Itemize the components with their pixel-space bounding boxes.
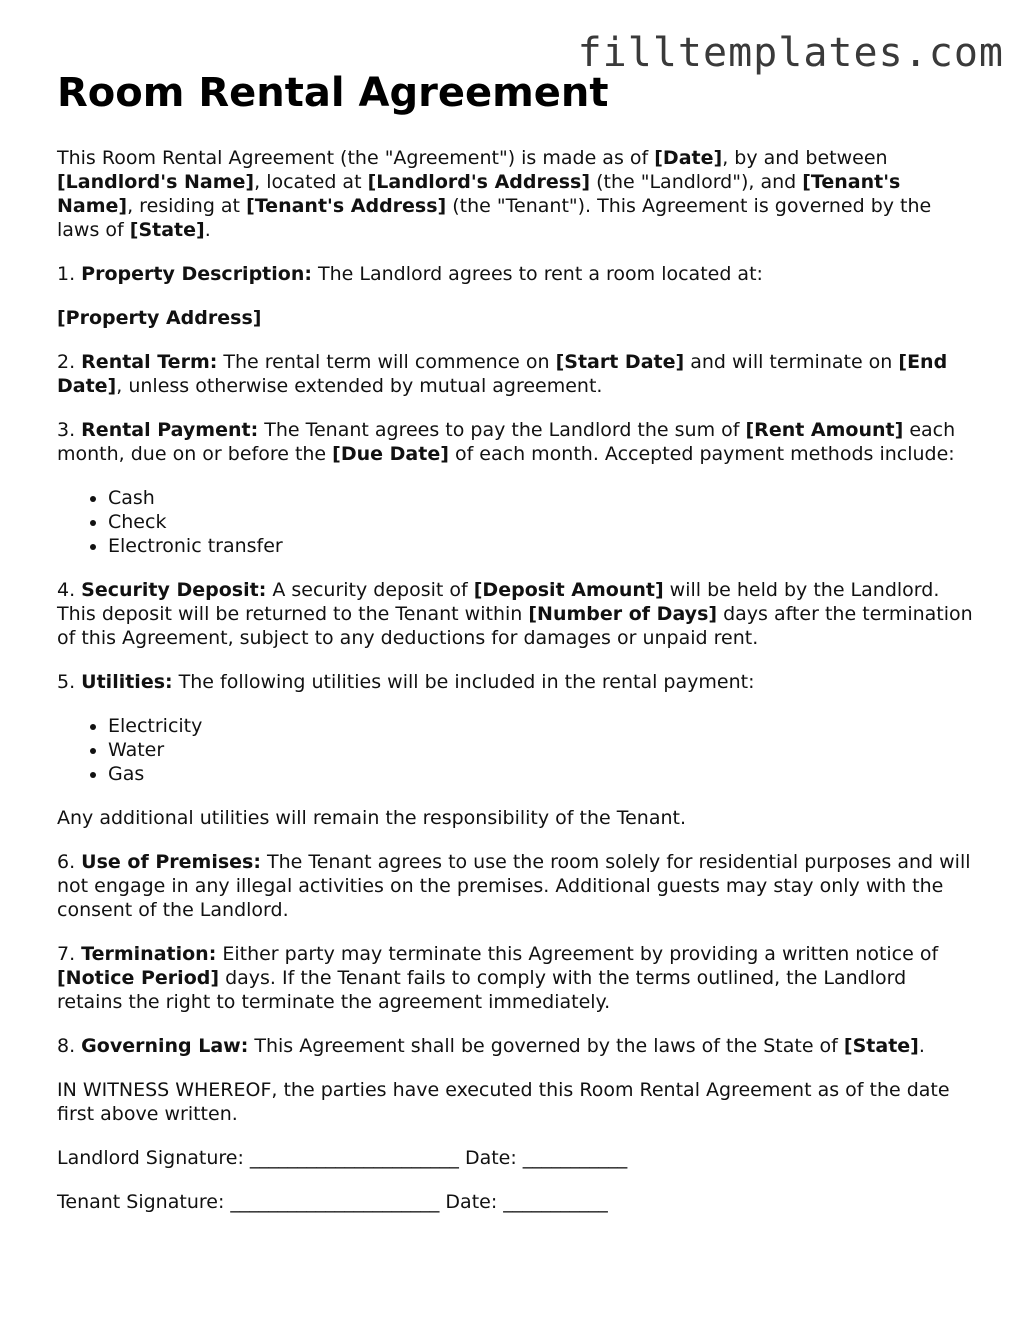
intro-text: This Room Rental Agreement (the "Agreement") is made as of [57, 147, 655, 169]
deposit-amount-placeholder: [Deposit Amount] [473, 579, 664, 601]
section-text: of each month. Accepted payment methods include: [448, 443, 955, 465]
section-heading: Security Deposit: [81, 579, 267, 601]
section-property-description [57, 262, 977, 286]
payment-methods-list [57, 486, 977, 558]
intro-text: , residing at [127, 195, 247, 217]
section-heading: Property Description: [81, 263, 312, 285]
section-utilities [57, 670, 977, 694]
section-rental-payment [57, 418, 977, 466]
section-text: A security deposit of [266, 579, 474, 601]
property-address-paragraph [57, 306, 977, 330]
section-text: days after the termination of this Agreement, subject to any deductions for damages or unpaid rent. [57, 603, 973, 649]
section-number: 7. [57, 943, 82, 965]
page-title: Room Rental Agreement [57, 70, 609, 116]
witness-paragraph: IN WITNESS WHEREOF, the parties have executed this Room Rental Agreement as of the date first above written. [57, 1079, 950, 1125]
section-text: The rental term will commence on [217, 351, 556, 373]
utilities-note: Any additional utilities will remain the responsibility of the Tenant. [57, 807, 687, 829]
notice-period-placeholder: [Notice Period] [57, 967, 220, 989]
list-item: • Check [108, 510, 977, 534]
section-heading: Use of Premises: [81, 851, 261, 873]
section-heading: Utilities: [81, 671, 173, 693]
section-heading: Rental Payment: [81, 419, 259, 441]
list-item: • Cash [108, 486, 977, 510]
section-text: days. If the Tenant fails to comply with the terms outlined, the Landlord retains the right to terminate the agreement immediately. [57, 967, 907, 1013]
list-item: • Electronic transfer [108, 534, 977, 558]
state-placeholder: [State] [129, 219, 205, 241]
section-text: , unless otherwise extended by mutual agreement. [116, 375, 603, 397]
landlord-signature-line: Landlord Signature: ______________________ Date: ___________ [57, 1147, 628, 1169]
section-text: Either party may terminate this Agreement by providing a written notice of [216, 943, 939, 965]
section-text: and will terminate on [684, 351, 899, 373]
due-date-placeholder: [Due Date] [332, 443, 449, 465]
section-heading: Termination: [81, 943, 217, 965]
intro-text: . [204, 219, 211, 241]
intro-text: (the "Tenant"). This Agreement is governed by the laws of [57, 195, 932, 241]
section-use-of-premises [57, 850, 977, 922]
section-text: . [918, 1035, 925, 1057]
section-text: This Agreement shall be governed by the laws of the State of [248, 1035, 844, 1057]
end-date-placeholder: [End Date] [57, 351, 948, 397]
section-text: each month, due on or before the [57, 419, 956, 465]
tenant-address-placeholder: [Tenant's Address] [246, 195, 447, 217]
section-text: The Tenant agrees to use the room solely for residential purposes and will not engage in any illegal activities on the premises. Additional guests may stay only with the consent of the Landlord. [57, 851, 971, 921]
section-termination [57, 942, 977, 1014]
state-placeholder: [State] [843, 1035, 919, 1057]
section-heading: Governing Law: [81, 1035, 249, 1057]
landlord-name-placeholder: [Landlord's Name] [57, 171, 255, 193]
section-number: 2. [57, 351, 82, 373]
rent-amount-placeholder: [Rent Amount] [745, 419, 904, 441]
watermark: filltemplates.com [577, 30, 1004, 76]
section-security-deposit [57, 578, 977, 650]
date-placeholder: [Date] [654, 147, 723, 169]
section-text: The Tenant agrees to pay the Landlord the sum of [258, 419, 746, 441]
property-address-placeholder: [Property Address] [57, 307, 262, 329]
tenant-signature-line: Tenant Signature: ______________________ Date: ___________ [57, 1191, 608, 1213]
list-item: • Electricity [108, 714, 977, 738]
section-number: 4. [57, 579, 82, 601]
section-number: 1. [57, 263, 82, 285]
intro-text: , located at [254, 171, 368, 193]
section-number: 8. [57, 1035, 82, 1057]
document-page [57, 70, 977, 1234]
section-number: 6. [57, 851, 82, 873]
utilities-list [57, 714, 977, 786]
number-of-days-placeholder: [Number of Days] [528, 603, 718, 625]
section-number: 5. [57, 671, 82, 693]
intro-text: (the "Landlord"), and [590, 171, 803, 193]
list-item: • Gas [108, 762, 977, 786]
start-date-placeholder: [Start Date] [555, 351, 685, 373]
list-item: • Water [108, 738, 977, 762]
section-heading: Rental Term: [81, 351, 218, 373]
section-governing-law [57, 1034, 977, 1058]
landlord-address-placeholder: [Landlord's Address] [367, 171, 591, 193]
section-rental-term [57, 350, 977, 398]
section-text: The following utilities will be included in the rental payment: [172, 671, 755, 693]
section-text: The Landlord agrees to rent a room located at: [311, 263, 763, 285]
intro-paragraph [57, 146, 977, 242]
section-number: 3. [57, 419, 82, 441]
tenant-name-placeholder: [Tenant's Name] [57, 171, 901, 217]
intro-text: , by and between [722, 147, 888, 169]
section-text: will be held by the Landlord. This deposit will be returned to the Tenant within [57, 579, 940, 625]
